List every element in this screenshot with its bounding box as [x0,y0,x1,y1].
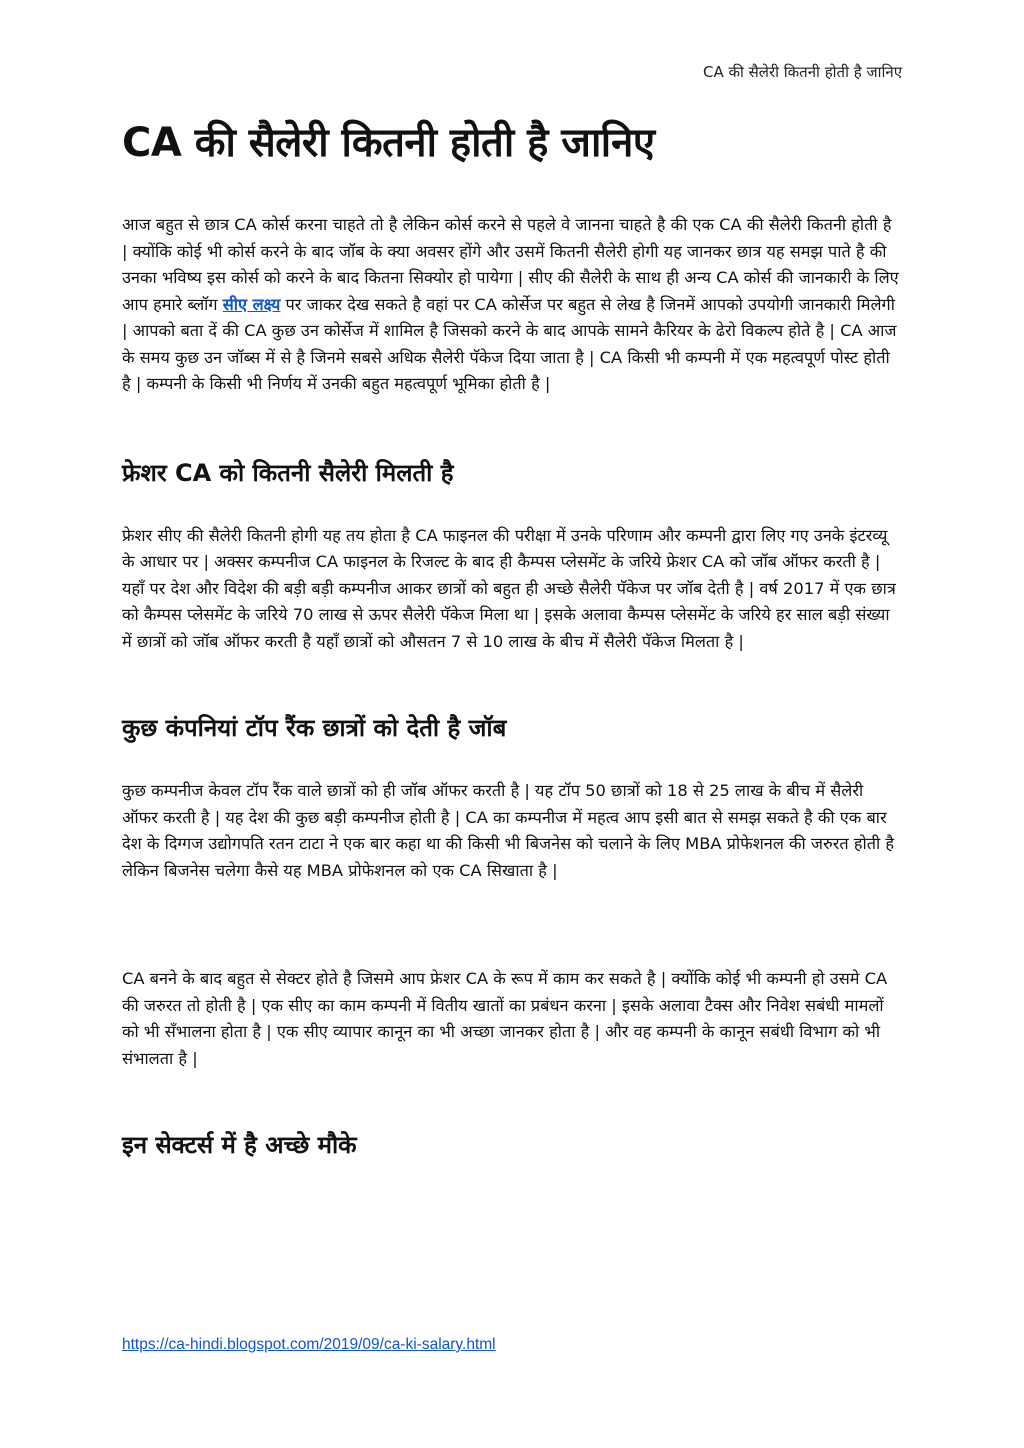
section-heading-top-rank-jobs: कुछ कंपनियां टॉप रैंक छात्रों को देती है जॉब [122,714,507,743]
section-heading-fresher-salary: फ्रेशर CA को कितनी सैलेरी मिलती है [122,458,454,487]
section-paragraph-sectors: CA बनने के बाद बहुत से सेक्टर होते है जिसमे आप फ्रेशर CA के रूप में काम कर सकते है | क्योंकि कोई भी कम्पनी हो उसमे CA की जरुरत तो होती है | एक सीए का काम कम्पनी में वितीय खातों का प्रबंधन करना | इसके अलावा टैक्स और निवेश सबंधी मामलों को भी सँभालना होता है | एक सीए व्यापार कानून का भी अच्छा जानकर होता है | और वह कम्पनी के कानून सबंधी विभाग को भी संभालता है | [122,969,888,1068]
intro-text-before-link: आज बहुत से छात्र CA कोर्स करना चाहते तो है लेकिन कोर्स करने से पहले वे जानना चाहते है की एक CA की सैलेरी कितनी होती है | क्योंकि कोई भी कोर्स करने के बाद जॉब के क्या अवसर होंगे और उसमें कितनी सैलेरी होगी यह जानकर छात्र यह समझ पाते है की उनका भविष्य इस कोर्स को करने के बाद कितना सिक्योर हो पायेगा | सीए की सैलेरी के साथ ही अन्य CA कोर्स की जानकारी के लिए आप हमारे ब्लॉग [122,215,899,314]
blog-link[interactable]: सीए लक्ष्य [222,294,281,314]
footer-source-link[interactable]: https://ca-hindi.blogspot.com/2019/09/ca-ki-salary.html [122,1336,496,1353]
section-paragraph-fresher-salary: फ्रेशर सीए की सैलेरी कितनी होगी यह तय होता है CA फाइनल की परीक्षा में उनके परिणाम और कम्पनी द्वारा लिए गए उनके इंटरव्यू के आधार पर | अक्सर कम्पनीज CA फाइनल के रिजल्ट के बाद ही कैम्पस प्लेसमेंट के जरिये फ्रेशर CA को जॉब ऑफर करती है | यहाँ पर देश और विदेश की बड़ी बड़ी कम्पनीज आकर छात्रों को बहुत ही अच्छे सैलेरी पॅकेज पर जॉब देती है | वर्ष 2017 में एक छात्र को कैम्पस प्लेसमेंट के जरिये 70 लाख से ऊपर सैलेरी पॅकेज मिला था | इसके अलावा कैम्पस प्लेसमेंट के जरिये हर साल बड़ी संख्या में छात्रों को जॉब ऑफर करती है यहाँ छात्रों को औसतन 7 से 10 लाख के बीच में सैलेरी पॅकेज मिलता है | [122,525,896,651]
article-title: CA की सैलेरी कितनी होती है जानिए [122,120,655,166]
article-body [122,118,902,1196]
intro-paragraph [122,212,902,398]
section-paragraph-top-rank-jobs: कुछ कम्पनीज केवल टॉप रैंक वाले छात्रों को ही जॉब ऑफर करती है | यह टॉप 50 छात्रों को 18 से 25 लाख के बीच में सैलेरी ऑफर करती है | यह देश की कुछ बड़ी कम्पनीज होती है | CA का कम्पनीज में महत्व आप इसी बात से समझ सकते है की एक बार देश के दिग्गज उद्योगपति रतन टाटा ने एक बार कहा था की किसी भी बिजनेस को चलाने के लिए MBA प्रोफेशनल की जरुरत होती है लेकिन बिजनेस चलेगा कैसे यह MBA प्रोफेशनल को एक CA सिखाता है | [122,781,895,880]
intro-text-after-link: पर जाकर देख सकते है वहां पर CA कोर्सेज पर बहुत से लेख है जिनमें आपको उपयोगी जानकारी मिलेगी | आपको बता दें की CA कुछ उन कोर्सेज में शामिल है जिसको करने के बाद आपके सामने कैरियर के ढेरो विकल्प होते है | CA आज के समय कुछ उन जॉब्स में से है जिनमे सबसे अधिक सैलेरी पॅकेज दिया जाता है | CA किसी भी कम्पनी में एक महत्वपूर्ण पोस्ट होती है | कम्पनी के किसी भी निर्णय में उनकी बहुत महत्वपूर्ण भूमिका होती है | [122,294,897,393]
running-header: CA की सैलेरी कितनी होती है जानिए [702,63,902,81]
section-heading-good-opportunities: इन सेक्टर्स में है अच्छे मौके [122,1131,357,1160]
